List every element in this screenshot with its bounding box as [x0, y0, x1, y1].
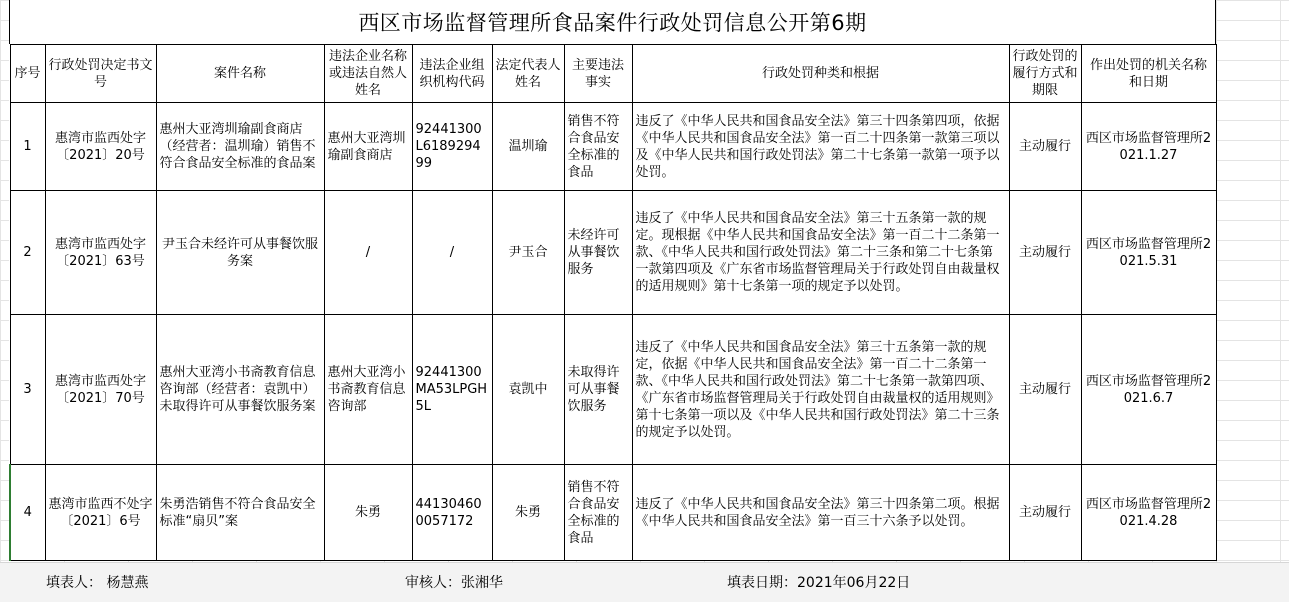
- filler-label: 填表人： 杨慧燕: [46, 575, 149, 591]
- header-seq[interactable]: 序号: [10, 45, 45, 103]
- cell-method[interactable]: 主动履行: [1009, 103, 1081, 191]
- header-penalty[interactable]: 行政处罚种类和根据: [632, 45, 1009, 103]
- table-row: [10, 315, 1216, 465]
- header-method[interactable]: 行政处罚的履行方式和期限: [1009, 45, 1081, 103]
- page-title: 西区市场监督管理所食品案件行政处罚信息公开第6期: [9, 0, 1216, 44]
- header-legal-rep[interactable]: 法定代表人姓名: [492, 45, 564, 103]
- header-party[interactable]: 违法企业名称或违法自然人姓名: [324, 45, 412, 103]
- cell-case-name[interactable]: 朱勇浩销售不符合食品安全标准“扇贝”案: [156, 465, 324, 561]
- cell-legal-rep[interactable]: 尹玉合: [492, 191, 564, 315]
- table-row: [10, 465, 1216, 561]
- cell-method[interactable]: 主动履行: [1009, 315, 1081, 465]
- cell-party[interactable]: 惠州大亚湾小书斋教育信息咨询部: [324, 315, 412, 465]
- table-row: [10, 191, 1216, 315]
- header-facts[interactable]: 主要违法事实: [564, 45, 632, 103]
- cell-facts[interactable]: 销售不符合食品安全标准的食品: [564, 103, 632, 191]
- cell-authority[interactable]: 西区市场监督管理所2021.5.31: [1081, 191, 1216, 315]
- cell-authority[interactable]: 西区市场监督管理所2021.6.7: [1081, 315, 1216, 465]
- cell-doc-no[interactable]: 惠湾市监西处字〔2021〕70号: [45, 315, 156, 465]
- cell-case-name[interactable]: 惠州大亚湾圳瑜副食商店（经营者：温圳瑜）销售不符合食品安全标准的食品案: [156, 103, 324, 191]
- cell-seq[interactable]: 3: [10, 315, 45, 465]
- date-label: 填表日期：2021年06月22日: [727, 575, 911, 591]
- cell-org-code[interactable]: 92441300MA53LPGH5L: [412, 315, 492, 465]
- cell-party[interactable]: /: [324, 191, 412, 315]
- cell-method[interactable]: 主动履行: [1009, 191, 1081, 315]
- header-org-code[interactable]: 违法企业组织机构代码: [412, 45, 492, 103]
- cell-org-code[interactable]: 92441300L618929499: [412, 103, 492, 191]
- cell-seq[interactable]: 2: [10, 191, 45, 315]
- cell-penalty[interactable]: 违反了《中华人民共和国食品安全法》第三十四条第二项。根据《中华人民共和国食品安全法》第一百三十六条予以处罚。: [632, 465, 1009, 561]
- penalty-table: [9, 44, 1217, 561]
- cell-legal-rep[interactable]: 朱勇: [492, 465, 564, 561]
- cell-party[interactable]: 惠州大亚湾圳瑜副食商店: [324, 103, 412, 191]
- cell-doc-no[interactable]: 惠湾市监西处字〔2021〕20号: [45, 103, 156, 191]
- cell-doc-no[interactable]: 惠湾市监西不处字〔2021〕6号: [45, 465, 156, 561]
- footer-signature-row: [0, 562, 1289, 602]
- cell-facts[interactable]: 未经许可从事餐饮服务: [564, 191, 632, 315]
- header-case-name[interactable]: 案件名称: [156, 45, 324, 103]
- cell-method[interactable]: 主动履行: [1009, 465, 1081, 561]
- cell-penalty[interactable]: 违反了《中华人民共和国食品安全法》第三十四条第四项，依据《中华人民共和国食品安全法》第一百二十四条第一款第三项以及《中华人民共和国行政处罚法》第二十七条第一款第一项予以处罚。: [632, 103, 1009, 191]
- cell-penalty[interactable]: 违反了《中华人民共和国食品安全法》第三十五条第一款的规定。现根据《中华人民共和国食品安全法》第一百二十二条第一款、《中华人民共和国行政处罚法》第二十三条和第二十七条第一款第四项及《广东省市场监督管理局关于行政处罚自由裁量权的适用规则》第十七条第一项的规定予以处罚。: [632, 191, 1009, 315]
- cell-authority[interactable]: 西区市场监督管理所2021.1.27: [1081, 103, 1216, 191]
- cell-authority[interactable]: 西区市场监督管理所2021.4.28: [1081, 465, 1216, 561]
- table-row: [10, 103, 1216, 191]
- cell-facts[interactable]: 销售不符合食品安全标准的食品: [564, 465, 632, 561]
- cell-org-code[interactable]: 441304600057172: [412, 465, 492, 561]
- reviewer-label: 审核人：张湘华: [405, 575, 503, 591]
- cell-legal-rep[interactable]: 温圳瑜: [492, 103, 564, 191]
- cell-party[interactable]: 朱勇: [324, 465, 412, 561]
- cell-legal-rep[interactable]: 袁凯中: [492, 315, 564, 465]
- cell-facts[interactable]: 未取得许可从事餐饮服务: [564, 315, 632, 465]
- cell-seq[interactable]: 4: [10, 465, 45, 561]
- cell-case-name[interactable]: 尹玉合未经许可从事餐饮服务案: [156, 191, 324, 315]
- cell-org-code[interactable]: /: [412, 191, 492, 315]
- header-row: [10, 45, 1216, 103]
- cell-penalty[interactable]: 违反了《中华人民共和国食品安全法》第三十五条第一款的规定，依据《中华人民共和国食品安全法》第一百二十二条第一款、《中华人民共和国行政处罚法》第二十七条第一款第四项、《广东省市场监督管理局关于行政处罚自由裁量权的适用规则》第十七条第一项以及《中华人民共和国行政处罚法》第二十三条的规定予以处罚。: [632, 315, 1009, 465]
- header-authority[interactable]: 作出处罚的机关名称和日期: [1081, 45, 1216, 103]
- cell-case-name[interactable]: 惠州大亚湾小书斋教育信息咨询部（经营者：袁凯中）未取得许可从事餐饮服务案: [156, 315, 324, 465]
- header-doc-no[interactable]: 行政处罚决定书文号: [45, 45, 156, 103]
- cell-seq[interactable]: 1: [10, 103, 45, 191]
- cell-doc-no[interactable]: 惠湾市监西处字〔2021〕63号: [45, 191, 156, 315]
